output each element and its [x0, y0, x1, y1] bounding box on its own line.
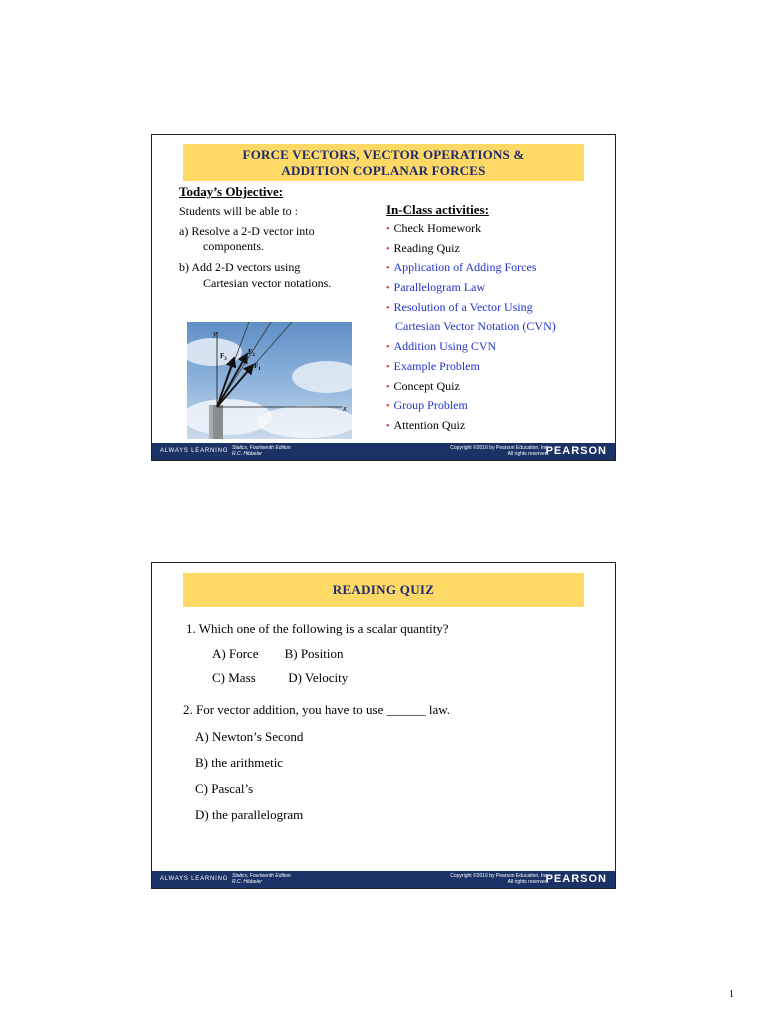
bullet-icon: • [386, 243, 390, 255]
question-2-option-c: C) Pascal’s [195, 781, 254, 796]
pearson-logo: PEARSON [545, 445, 607, 457]
footer-tagline: ALWAYS LEARNING [160, 448, 229, 454]
slide-reading-quiz [151, 562, 616, 889]
question-2: 2. For vector addition, you have to use ______ law. [183, 702, 451, 717]
x-axis-label: x [343, 404, 347, 413]
f1-label: $F_1$ [254, 362, 261, 372]
title-line-1: FORCE VECTORS, VECTOR OPERATIONS & [242, 146, 525, 162]
activity-item: • Check Homework [386, 221, 482, 235]
activity-item: • Addition Using CVN [386, 339, 497, 354]
activity-item: • Reading Quiz [386, 240, 460, 255]
pearson-logo: PEARSON [545, 873, 607, 885]
bullet-icon: • [386, 401, 390, 413]
slide-title [183, 144, 584, 181]
bullet-icon: • [386, 224, 390, 235]
f2-label: $F_2$ [248, 348, 255, 358]
pole-highlight [209, 405, 213, 439]
activity-item: • Example Problem [386, 358, 480, 373]
bullet-icon: • [386, 342, 390, 354]
activity-item: • Application of Adding Forces [386, 260, 537, 275]
objective-a-line1: a) Resolve a 2-D vector into [179, 224, 315, 238]
page-number: 1 [729, 989, 734, 1000]
y-axis-label: y [213, 329, 217, 338]
slide-objectives [151, 134, 616, 461]
bullet-icon: • [386, 420, 390, 432]
activity-item: • Concept Quiz [386, 378, 460, 393]
question-1: 1. Which one of the following is a scalar quantity? [186, 621, 449, 636]
objective-a-line2: components. [203, 239, 264, 253]
activity-item: • Parallelogram Law [386, 280, 486, 295]
bullet-icon: • [386, 283, 390, 295]
question-2-option-b: B) the arithmetic [195, 755, 284, 770]
objective-b-line2: Cartesian vector notations. [203, 276, 332, 290]
activity-item: • Group Problem [386, 398, 468, 413]
objective-intro: Students will be able to : [179, 204, 298, 218]
objective-heading: Today’s Objective: [179, 184, 284, 199]
question-2-option-a: A) Newton’s Second [195, 729, 304, 744]
bullet-icon: • [386, 302, 390, 314]
question-1-options-cd: C) Mass D) Velocity [212, 670, 349, 685]
footer-book-info: Statics, Fourteenth Edition R.C. Hibbeler [232, 873, 291, 885]
objective-b-line1: b) Add 2-D vectors using [179, 260, 301, 274]
footer-copyright: Copyright ©2016 by Pearson Education, Inc. All rights reserved. [450, 873, 549, 885]
f3-label: $F_3$ [220, 352, 227, 362]
question-2-option-d: D) the parallelogram [195, 807, 304, 822]
footer-book-info: Statics, Fourteenth Edition R.C. Hibbeler [232, 445, 291, 457]
slide-footer [152, 871, 615, 888]
activity-item: • Attention Quiz [386, 417, 466, 432]
activities-heading: In-Class activities: [386, 202, 489, 217]
force-vectors-photo [187, 322, 352, 439]
slide-title: READING QUIZ [183, 573, 584, 607]
question-1-options-ab: A) Force B) Position [212, 646, 344, 661]
bullet-icon: • [386, 361, 390, 373]
title-line-2: ADDITION COPLANAR FORCES [281, 162, 486, 178]
bullet-icon: • [386, 263, 390, 275]
bullet-icon: • [386, 381, 390, 393]
footer-copyright: Copyright ©2016 by Pearson Education, Inc. All rights reserved. [450, 445, 549, 457]
activity-item-continued: Cartesian Vector Notation (CVN) [395, 319, 556, 334]
footer-tagline: ALWAYS LEARNING [160, 876, 229, 882]
activity-item: • Resolution of a Vector Using [386, 299, 533, 314]
slide-footer [152, 443, 615, 460]
activities-list [386, 219, 611, 436]
